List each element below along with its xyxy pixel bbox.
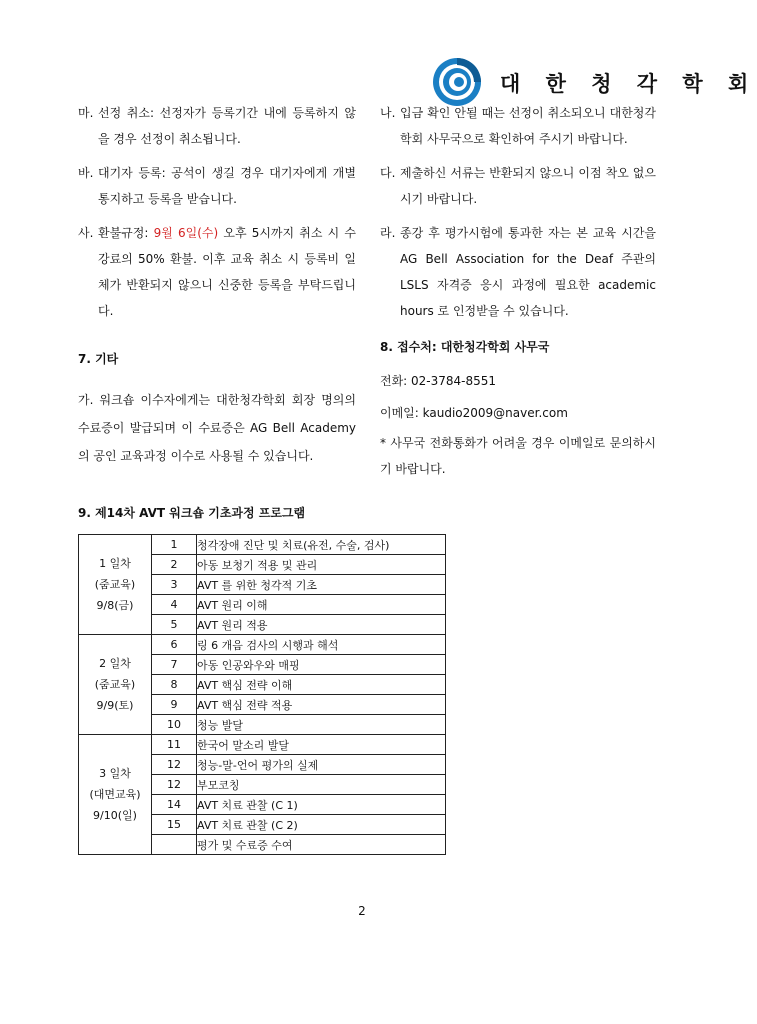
session-number: 1 (152, 535, 197, 555)
refund-label: 환불규정: (98, 226, 154, 240)
refund-text: 오후 5시까지 취소 시 수강료의 50% 환불. 이후 교육 취소 시 등록비 일체가 반환되지 않으니 신중한 등록을 부탁드립니다. (98, 226, 356, 318)
session-number: 12 (152, 775, 197, 795)
item-marker: 나. (380, 106, 396, 120)
refund-policy-item (78, 220, 356, 324)
table-row (79, 735, 446, 755)
day-cell (79, 635, 152, 735)
item-text: 선정 취소: 선정자가 등록기간 내에 등록하지 않을 경우 선정이 취소됩니다. (98, 106, 356, 146)
session-title: AVT 원리 적용 (197, 615, 446, 635)
session-number: 7 (152, 655, 197, 675)
refund-deadline: 9월 6일(수) (153, 226, 219, 240)
session-number: 11 (152, 735, 197, 755)
list-item (380, 100, 656, 152)
section-7-title: 7. 기타 (78, 352, 119, 366)
item-marker: 사. (78, 226, 94, 240)
session-number: 15 (152, 815, 197, 835)
day-mode: (줌교육) (94, 678, 136, 691)
item-marker: 바. (78, 166, 94, 180)
session-title: 청각장애 진단 및 치료(유전, 수술, 검사) (197, 535, 446, 555)
session-number: 9 (152, 695, 197, 715)
day-mode: (줌교육) (94, 578, 136, 591)
contact-email[interactable]: 이메일: kaudio2009@naver.com (380, 406, 568, 420)
item-marker: 다. (380, 166, 396, 180)
day-day: 2 일차 (99, 657, 131, 670)
right-column (380, 100, 656, 482)
day-cell (79, 735, 152, 855)
session-title: AVT 치료 관찰 (C 2) (197, 815, 446, 835)
session-title: 청능-말-언어 평가의 실제 (197, 755, 446, 775)
contact-note: * 사무국 전화통화가 어려울 경우 이메일로 문의하시기 바랍니다. (380, 436, 656, 476)
program-table (78, 534, 446, 855)
session-title: 아동 보청기 적용 및 관리 (197, 555, 446, 575)
session-number: 14 (152, 795, 197, 815)
day-mode: (대면교육) (89, 788, 141, 801)
session-title: 아동 인공와우와 매핑 (197, 655, 446, 675)
session-title: 링 6 개음 검사의 시행과 해석 (197, 635, 446, 655)
session-title: 한국어 말소리 발달 (197, 735, 446, 755)
session-number: 3 (152, 575, 197, 595)
day-day: 1 일차 (99, 557, 131, 570)
list-item (78, 160, 356, 212)
table-row (79, 635, 446, 655)
session-number: 6 (152, 635, 197, 655)
session-number: 5 (152, 615, 197, 635)
item-text: 제출하신 서류는 반환되지 않으니 이점 착오 없으시기 바랍니다. (400, 166, 656, 206)
table-row (79, 535, 446, 555)
item-text: 대기자 등록: 공석이 생길 경우 대기자에게 개별 통지하고 등록을 받습니다. (98, 166, 356, 206)
item-marker: 마. (78, 106, 94, 120)
society-name: 대 한 청 각 학 회 (500, 72, 757, 96)
session-number: 8 (152, 675, 197, 695)
list-item (78, 100, 356, 152)
session-number (152, 835, 197, 855)
session-title: AVT 원리 이해 (197, 595, 446, 615)
left-column (78, 100, 356, 470)
day-date: 9/8(금) (96, 599, 134, 612)
day-date: 9/9(토) (96, 699, 134, 712)
day-date: 9/10(일) (93, 809, 137, 822)
section-7-paragraph: 가. 워크숍 이수자에게는 대한청각학회 회장 명의의 수료증이 발급되며 이 수료증은 AG Bell Academy의 공인 교육과정 이수로 사용될 수 있습니다. (78, 393, 356, 463)
item-marker: 라. (380, 226, 396, 240)
session-number: 10 (152, 715, 197, 735)
session-number: 12 (152, 755, 197, 775)
page-number: 2 (358, 904, 366, 918)
section-8-title: 8. 접수처: 대한청각학회 사무국 (380, 340, 550, 354)
session-title: AVT 핵심 전략 적용 (197, 695, 446, 715)
session-title: AVT 치료 관찰 (C 1) (197, 795, 446, 815)
day-day: 3 일차 (99, 767, 131, 780)
session-number: 2 (152, 555, 197, 575)
item-text: 입금 확인 안될 때는 선정이 취소되오니 대한청각학회 사무국으로 확인하여 주시기 바랍니다. (400, 106, 656, 146)
session-number: 4 (152, 595, 197, 615)
session-title: 평가 및 수료증 수여 (197, 835, 446, 855)
session-title: 청능 발달 (197, 715, 446, 735)
list-item (380, 220, 656, 324)
day-cell (79, 535, 152, 635)
list-item (380, 160, 656, 212)
session-title: AVT 핵심 전략 이해 (197, 675, 446, 695)
session-title: AVT 를 위한 청각적 기초 (197, 575, 446, 595)
section-9-title: 9. 제14차 AVT 워크숍 기초과정 프로그램 (78, 506, 306, 520)
item-text: 종강 후 평가시험에 통과한 자는 본 교육 시간을 AG Bell Association for the Deaf 주관의 LSLS 자격증 응시 과정에 필요한 academic hours 로 인정받을 수 있습니다. (400, 226, 656, 318)
session-title: 부모코칭 (197, 775, 446, 795)
contact-phone: 전화: 02-3784-8551 (380, 374, 497, 388)
